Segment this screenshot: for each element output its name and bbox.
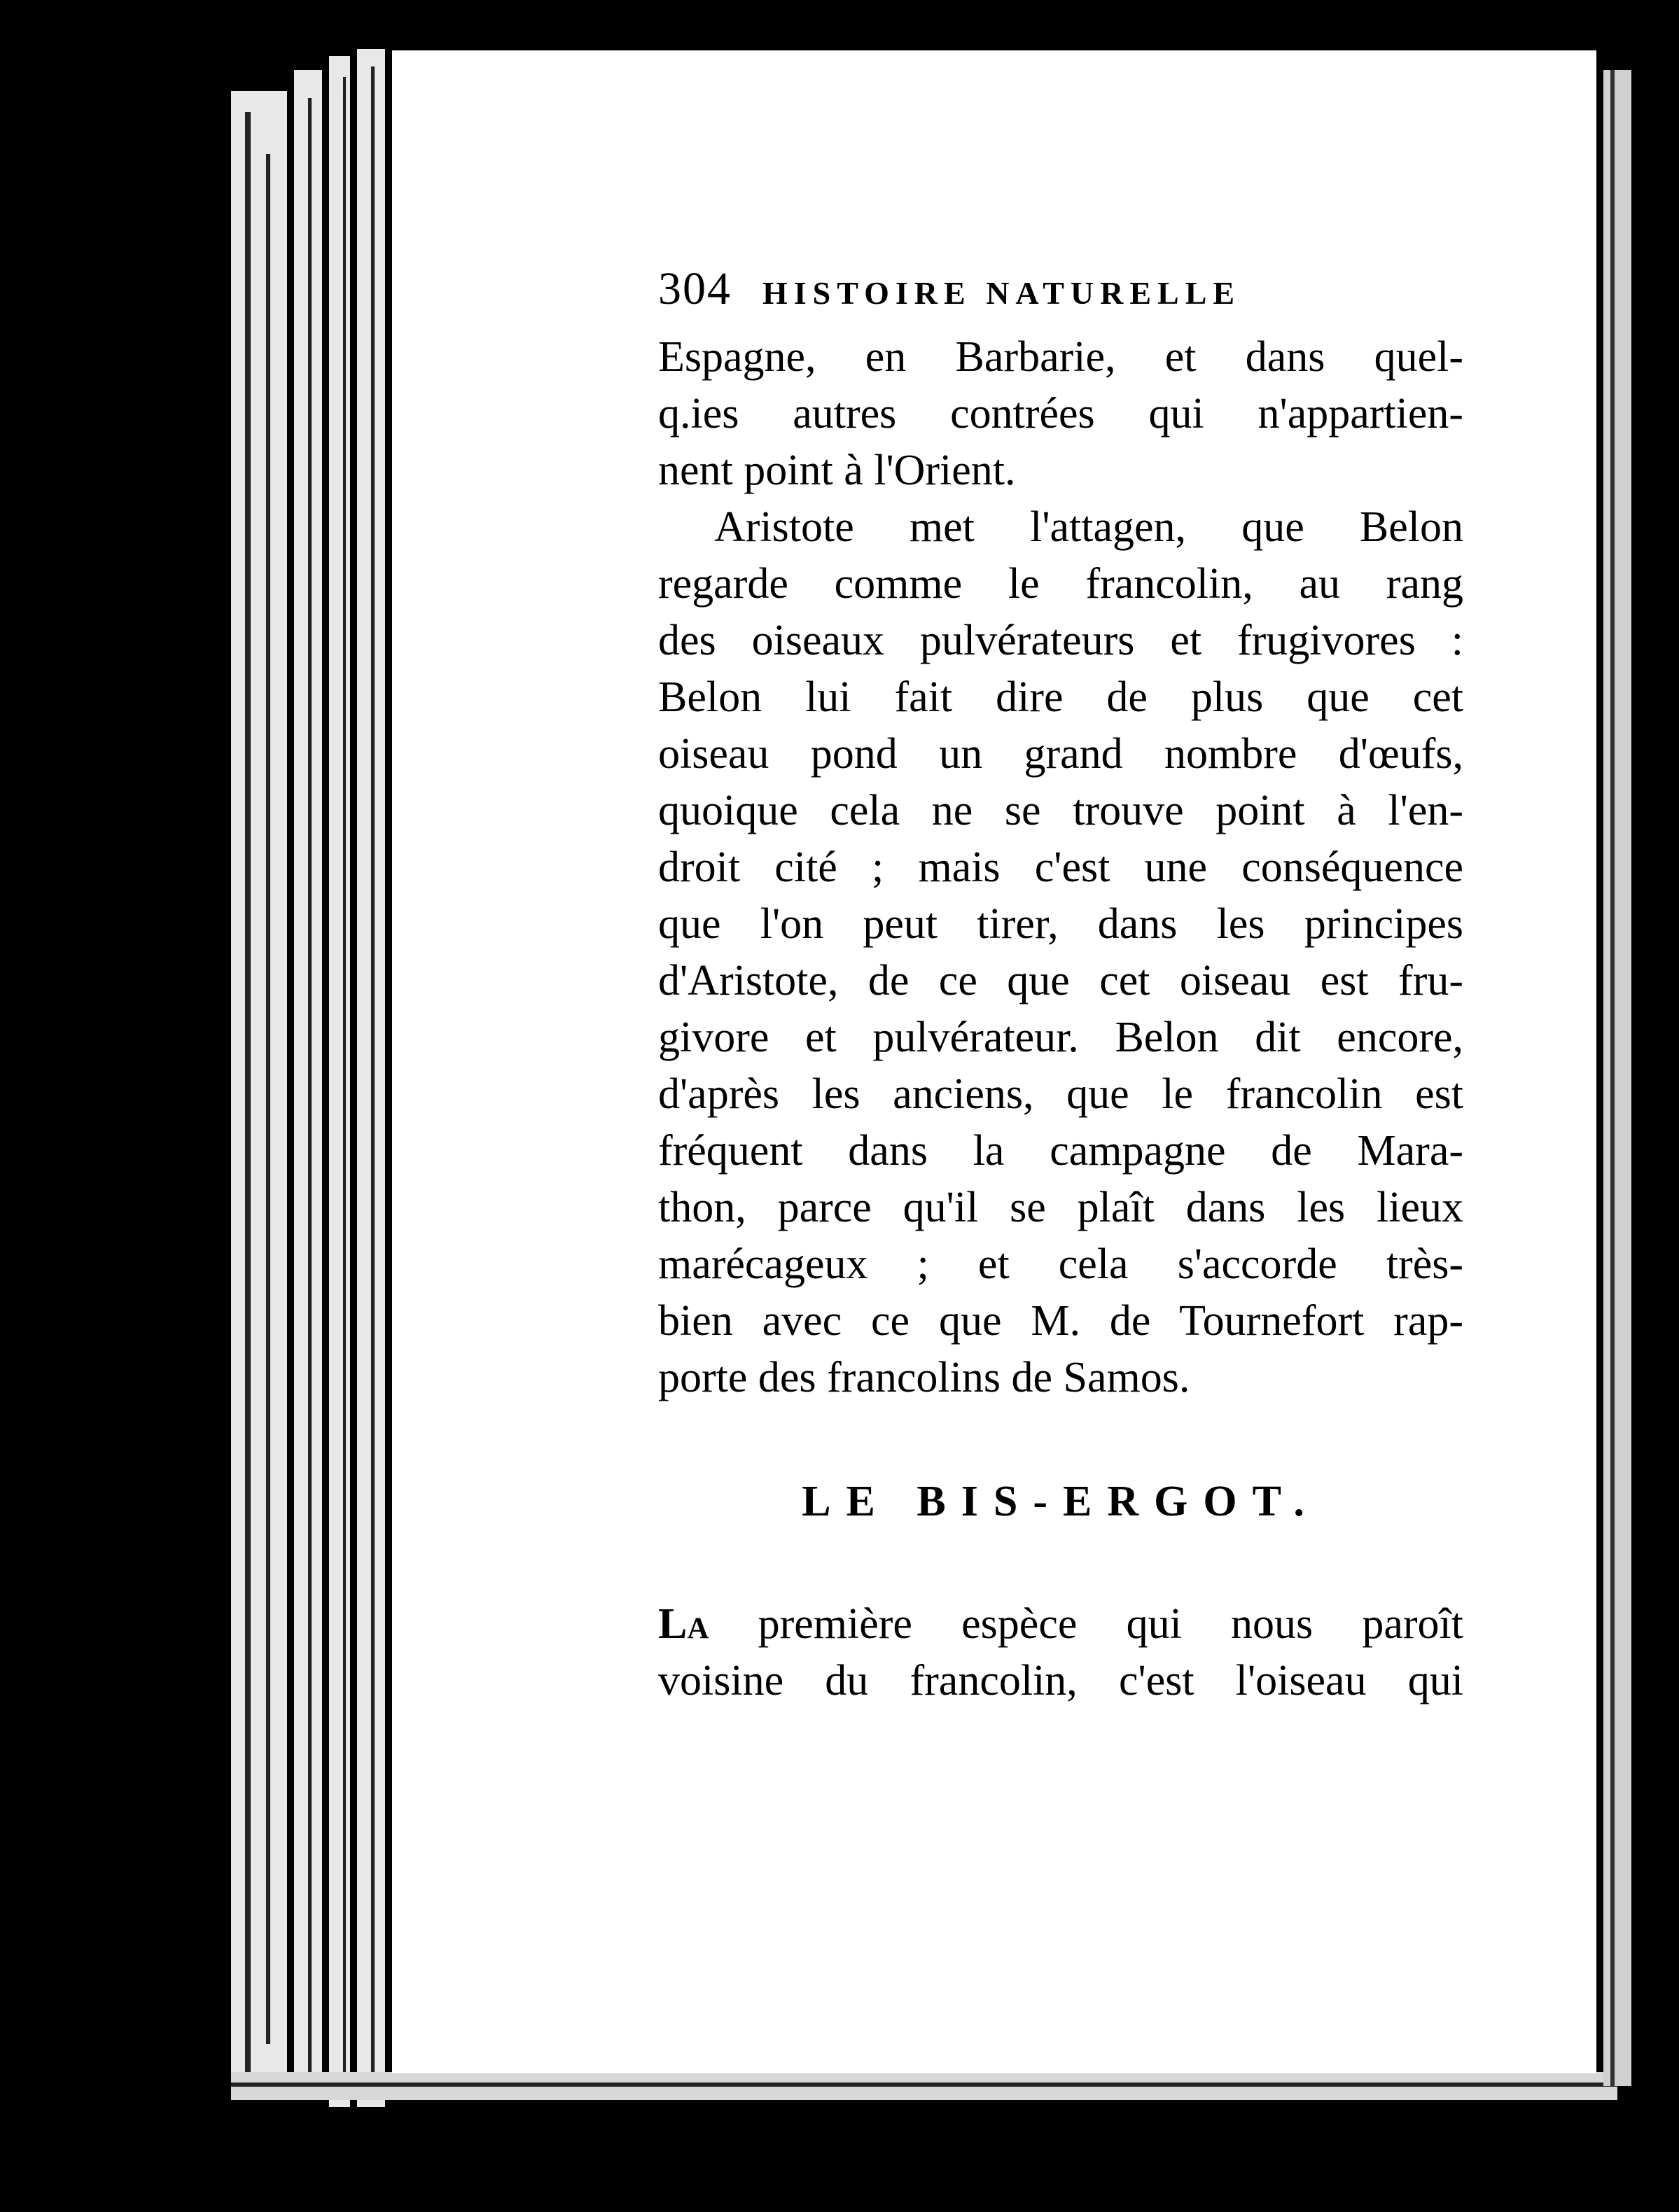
page-number: 304: [658, 263, 732, 314]
text-line: marécageux ; et cela s'accorde très-: [658, 1240, 1463, 1288]
text-line: d'après les anciens, que le francolin est: [658, 1070, 1463, 1118]
section-heading: LE BIS-ERGOT.: [802, 1478, 1320, 1525]
text-line: que l'on peut tirer, dans les principes: [658, 900, 1463, 948]
text-line-rest: première espèce qui nous paroît: [709, 1600, 1463, 1648]
text-line: d'Aristote, de ce que cet oiseau est fru-: [658, 957, 1463, 1004]
text-line: Belon lui fait dire de plus que cet: [658, 673, 1463, 721]
text-line: oiseau pond un grand nombre d'œufs,: [658, 730, 1463, 778]
text-line: fréquent dans la campagne de Mara-: [658, 1127, 1463, 1175]
page-header: [658, 262, 1463, 318]
text-line: quoique cela ne se trouve point à l'en-: [658, 787, 1463, 834]
text-line: des oiseaux pulvérateurs et frugivores :: [658, 617, 1463, 664]
body-text: [658, 329, 1463, 1406]
text-line: bien avec ce que M. de Tournefort rap-: [658, 1297, 1463, 1345]
text-line: thon, parce qu'il se plaît dans les lieux: [658, 1184, 1463, 1231]
drop-cap: La: [658, 1600, 709, 1648]
text-line: q.ies autres contrées qui n'appartien-: [658, 390, 1463, 438]
text-line: givore et pulvérateur. Belon dit encore,: [658, 1014, 1463, 1061]
text-line: [658, 1596, 1463, 1653]
text-line: Espagne, en Barbarie, et dans quel-: [658, 333, 1463, 381]
text-line: nent point à l'Orient.: [658, 447, 1016, 494]
section-paragraph: [658, 1596, 1463, 1709]
text-line: porte des francolins de Samos.: [658, 1354, 1190, 1401]
text-line: Aristote met l'attagen, que Belon: [714, 503, 1463, 551]
text-line: regarde comme le francolin, au rang: [658, 560, 1463, 608]
text-line: droit cité ; mais c'est une conséquence: [658, 844, 1463, 891]
text-line: voisine du francolin, c'est l'oiseau qui: [658, 1657, 1463, 1704]
running-head: HISTOIRE NATURELLE: [762, 275, 1241, 311]
